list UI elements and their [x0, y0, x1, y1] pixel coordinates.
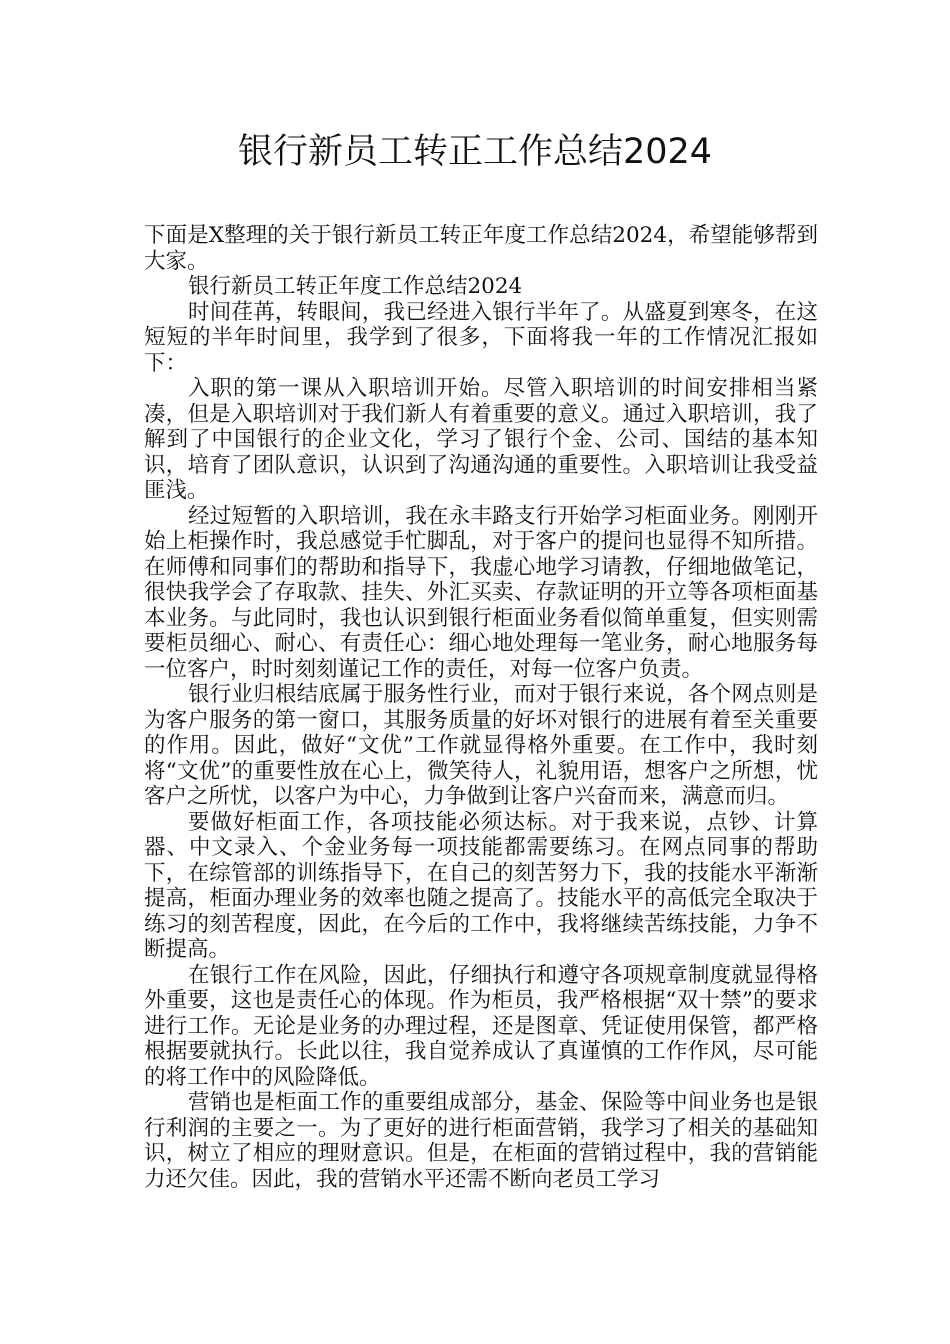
document-title: 银行新员工转正工作总结2024: [237, 132, 713, 172]
subtitle-line: 银行新员工转正年度工作总结2024: [188, 274, 523, 299]
body-paragraph: 经过短暂的入职培训，我在永丰路支行开始学习柜面业务。刚刚开始上柜操作时，我总感觉手忙脚乱，对于客户的提问也显得不知所措。在师傅和同事们的帮助和指导下，我虚心地学习请教，仔细地做笔记，很快我学会了存取款、挂失、外汇买卖、存款证明的开立等各项柜面基本业务。与此同时，我也认识到银行柜面业务看似简单重复，但实则需要柜员细心、耐心、有责任心：细心地处理每一笔业务，耐心地服务每一位客户，时时刻刻谨记工作的责任，对每一位客户负责。: [144, 503, 818, 682]
body-paragraph: 要做好柜面工作，各项技能必须达标。对于我来说，点钞、计算器、中文录入、个金业务每一项技能都需要练习。在网点同事的帮助下，在综管部的训练指导下，在自己的刻苦努力下，我的技能水平渐渐提高，柜面办理业务的效率也随之提高了。技能水平的高低完全取决于练习的刻苦程度，因此，在今后的工作中，我将继续苦练技能，力争不断提高。: [144, 809, 818, 962]
document-body: [144, 223, 818, 1192]
body-paragraph: 营销也是柜面工作的重要组成部分，基金、保险等中间业务也是银行利润的主要之一。为了更好的进行柜面营销，我学习了相关的基础知识，树立了相应的理财意识。但是，在柜面的营销过程中，我的营销能力还欠佳。因此，我的营销水平还需不断向老员工学习: [144, 1090, 818, 1192]
intro-paragraph: 下面是X整理的关于银行新员工转正年度工作总结2024，希望能够帮到大家。: [144, 223, 818, 274]
body-paragraph: 时间荏苒，转眼间，我已经进入银行半年了。从盛夏到寒冬，在这短短的半年时间里，我学到了很多，下面将我一年的工作情况汇报如下：: [144, 299, 818, 376]
body-paragraph: 银行业归根结底属于服务性行业，而对于银行来说，各个网点则是为客户服务的第一窗口，其服务质量的好坏对银行的进展有着至关重要的作用。因此，做好“文优”工作就显得格外重要。在工作中，我时刻将“文优”的重要性放在心上，微笑待人，礼貌用语，想客户之所想，忧客户之所忧，以客户为中心，力争做到让客户兴奋而来，满意而归。: [144, 682, 818, 809]
body-paragraph: 入职的第一课从入职培训开始。尽管入职培训的时间安排相当紧凑，但是入职培训对于我们新人有着重要的意义。通过入职培训，我了解到了中国银行的企业文化，学习了银行个金、公司、国结的基本知识，培育了团队意识，认识到了沟通沟通的重要性。入职培训让我受益匪浅。: [144, 376, 818, 503]
body-paragraph: 在银行工作在风险，因此，仔细执行和遵守各项规章制度就显得格外重要，这也是责任心的体现。作为柜员，我严格根据“双十禁”的要求进行工作。无论是业务的办理过程，还是图章、凭证使用保管，都严格根据要就执行。长此以往，我自觉养成认了真谨慎的工作作风，尽可能的将工作中的风险降低。: [144, 962, 818, 1090]
